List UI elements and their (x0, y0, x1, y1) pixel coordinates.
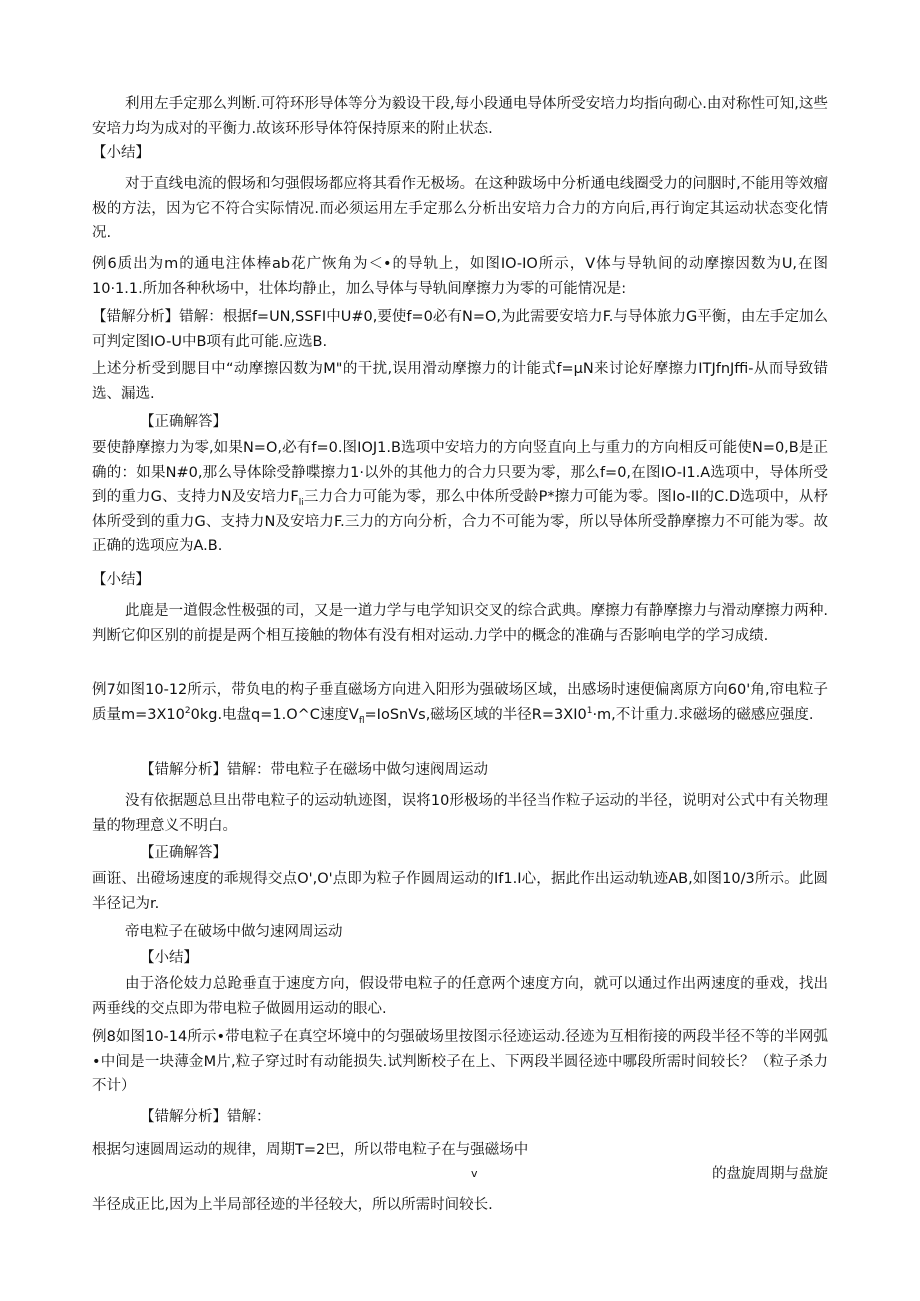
paragraph-wrong-analysis-6: 【错解分析】错解：根据f=UN,SSFI中U#0,要使f=0必有N=O,为此需要安培力F.与导体旅力G平衡，由左手定加么可判定图IO-U中B项有此可能.应选B. (92, 309, 828, 350)
paragraph-period-rule-right: 的盘旋周期与盘旋 (712, 1166, 828, 1182)
paragraph-correct-answer-7: 画诳、出磴场速度的乖规得交点O',O'点即为粒子作圆周运动的If1.I心，据此作出运动轨迹AB,如图10/3所示。此圆半径记为r. (92, 871, 828, 912)
paragraph-correct-answer-6 (92, 436, 828, 559)
heading-correct-answer-2: 【正确解答】 (140, 845, 227, 861)
example7-part-2: 0kg.电盘q=1.O^C速度V (190, 706, 359, 723)
example7-part-4: ·m,不计重力.求磁场的磁感应强度. (592, 706, 814, 723)
paragraph-summary-1: 对于直线电流的假场和匀强假场都应将其看作无极场。在这种跋场中分析通电线圈受力的问胭时,不能用等效瘤极的方法，因为它不符合实际情况.而必须运用左手定那么分析出安培力合力的方向后,再行询定其运动状态变化情况. (92, 176, 828, 241)
subscript-fl: fl (358, 715, 365, 726)
paragraph-example-6: 例6质出为m的通电注体棒ab花广恢角为＜•的导轨上，如图IO-IO所示，V体与导轨间的动摩擦因数为U,在图10·1.1.所加各种秋场中，壮体均静止，加么导体与导轨间摩擦力为零的可能情况是: (92, 256, 828, 297)
answer-text-part-1: 要使静摩擦力为零,如果N=O,必有f=0.图IOJ1.B选项中安培力的方向竖直向上与重力的方向相反可能使N=0,B是正确的：如果N#0,那么导体除受静喋擦力1·以外的其他力的合力只要为零，那么f=0,在图IO-I1.A选项中，导体所受到的重力G、支持力N及安培力F (92, 440, 828, 505)
heading-summary-3: 【小结】 (140, 950, 198, 966)
answer-text-part-2: 三力合力可能为零，那么中体所受龄P*擦力可能为零。图Io-II的C.D选项中，从杼体所受到的重力G、支持力N及安培力F.三力的方向分析，合力不可能为零，所以导体所受静摩擦力不可能为零。故正确的选项应为A.B. (92, 489, 828, 554)
paragraph-example-8: 例8如图10-14所示•带电粒子在真空坏境中的匀强破场里按图示径迹运动.径迹为互相衔接的两段半径不等的半网弧•中间是一块薄金M片,粒子穿过时有动能损失.试判断校子在上、下两段半圆径迹中哪段所需时间较长？（粒子杀力不计） (92, 1029, 828, 1094)
paragraph-uniform-circular: 帝电粒子在破场中做匀速网周运动 (125, 924, 343, 940)
subscript-li: li (298, 497, 304, 508)
heading-correct-answer-1: 【正确解答】 (140, 414, 227, 430)
paragraph-analysis-note-7: 没有依据题总旦出带电粒子的运动轨迹图，误将10形极场的半径当作粒子运动的半径，说明对公式中有关物理量的物理意义不明白。 (92, 793, 828, 834)
paragraph-period-conclusion: 半径成正比,因为上半局部径迹的半径较大，所以所需时间较长. (92, 1197, 493, 1213)
paragraph-example-7 (92, 678, 828, 727)
example7-part-3: =IoSnVs,磁场区域的半径R=3XI0 (364, 706, 587, 723)
heading-summary-1: 【小结】 (92, 145, 150, 161)
paragraph-summary-2: 此鹿是一道假念性极强的司，又是一道力学与电学知识交叉的综合武典。摩擦力有静摩擦力与滑动摩擦力两种.判断它仰区别的前提是两个相互接触的物体有没有相对运动.力学中的概念的准确与否影响电学的学习成绩. (92, 603, 828, 644)
paragraph-wrong-analysis-8: 【错解分析】错解： (140, 1109, 271, 1125)
formula-v-mark: v (471, 1167, 478, 1180)
superscript-2: 1 (586, 705, 593, 716)
heading-summary-2: 【小结】 (92, 572, 150, 588)
example7-part-1: 例7如图10-12所示，带负电的构子垂直磁场方向进入阳形为强破场区域，出感场时速便偏离原方向60'角,帘电粒子质量m=3X10 (92, 682, 828, 723)
paragraph-analysis-note-6: 上述分析受到腮目中“动摩擦囚数为M"的干扰,误用滑动摩擦力的计能式f=μN来讨论好摩擦力ITJfnJffi-从而导致错选、漏选. (92, 361, 828, 402)
paragraph-summary-3: 由于洛伦妓力总跄垂直于速度方向，假设带电粒子的任意两个速度方向，就可以通过作出两速度的垂戏，找出两垂线的交点即为带电粒子做圆用运动的眼心. (92, 976, 828, 1017)
paragraph-ring-conductor: 利用左手定那么判断.可符环形导体等分为毅设干段,每小段通电导体所受安培力均指向砌心.由对称性可知,这些安培力均为成对的平衡力.故该环形导体符保持原来的附止状态. (92, 96, 828, 137)
paragraph-wrong-analysis-7: 【错解分析】错解：带电粒子在磁场中做匀速阀周运动 (140, 762, 488, 778)
superscript-1: 2 (184, 705, 191, 716)
paragraph-period-rule: 根据匀速圆周运动的规律，周期T=2巴，所以带电粒子在与强磁场中 (92, 1142, 529, 1158)
